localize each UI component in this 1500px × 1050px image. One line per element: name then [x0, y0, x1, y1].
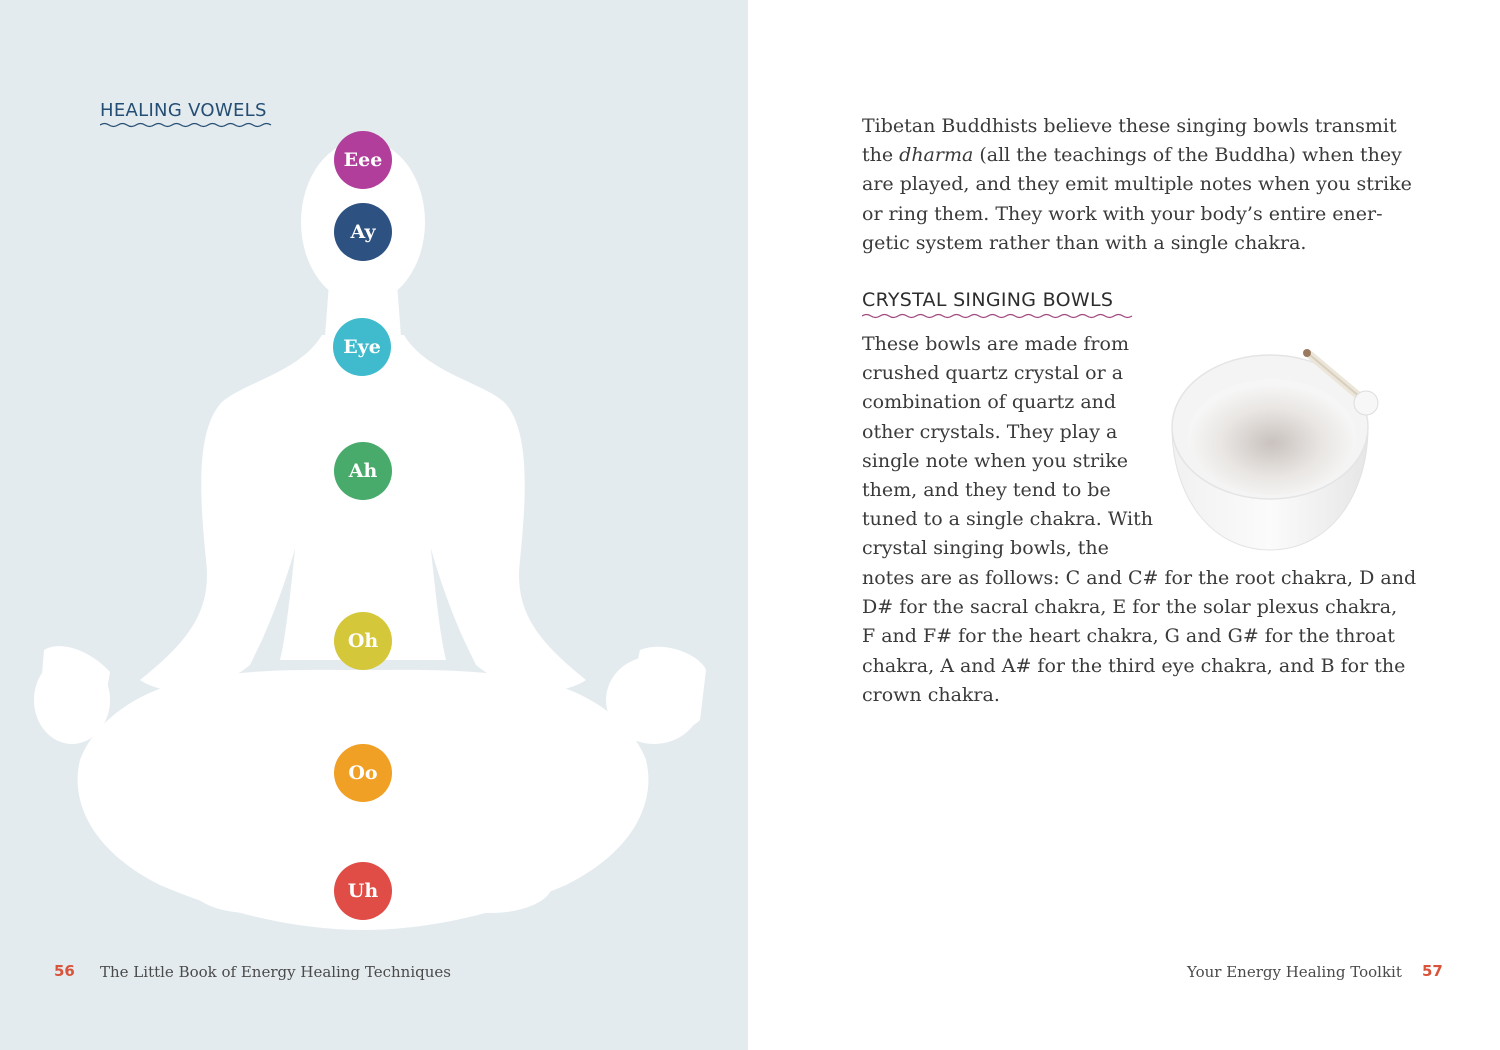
- left-page: [0, 0, 748, 1050]
- text-segment: the: [862, 144, 900, 167]
- text-line: D# for the sacral chakra, E for the solar plexus chakra,: [862, 596, 1398, 619]
- left-footer-book-title: The Little Book of Energy Healing Techniques: [100, 963, 451, 981]
- text-line: Tibetan Buddhists believe these singing bowls transmit: [862, 115, 1397, 137]
- text-line: chakra, A and A# for the third eye chakra, and B for the: [862, 654, 1406, 677]
- text-line: single note when you strike: [862, 449, 1128, 472]
- text-line: [862, 141, 1402, 170]
- right-footer-section-title: Your Energy Healing Toolkit: [1187, 963, 1402, 981]
- text-line: are played, and they emit multiple notes when you strike: [862, 173, 1412, 196]
- heading-wave-underline: [862, 312, 1138, 320]
- text-line: or ring them. They work with your body’s entire ener-: [862, 202, 1383, 225]
- right-page-number: 57: [1422, 962, 1443, 980]
- text-line: tuned to a single chakra. With: [862, 508, 1153, 531]
- bowls-paragraph-notes: [862, 564, 1417, 710]
- vowel-ay-circle: Ay: [334, 203, 392, 261]
- vowel-ah-circle: Ah: [334, 442, 392, 500]
- healing-vowels-heading: HEALING VOWELS: [100, 100, 267, 121]
- vowel-eye-circle: Eye: [333, 318, 391, 376]
- crystal-singing-bowl-image: [1160, 345, 1380, 560]
- text-line: These bowls are made from: [862, 333, 1129, 355]
- text-line: crushed quartz crystal or a: [862, 362, 1124, 385]
- vowel-oh-circle: Oh: [334, 612, 392, 670]
- text-line: crown chakra.: [862, 683, 1000, 706]
- dharma-italic: dharma: [899, 144, 974, 167]
- heading-wave-underline: [100, 121, 274, 129]
- intro-paragraph: [862, 112, 1412, 258]
- text-line: other crystals. They play a: [862, 420, 1118, 443]
- vowel-oo-circle: Oo: [334, 744, 392, 802]
- bowls-paragraph-wrapped: [862, 330, 1162, 564]
- text-line: combination of quartz and: [862, 391, 1117, 414]
- text-line: them, and they tend to be: [862, 479, 1111, 502]
- text-line: F and F# for the heart chakra, G and G# for the throat: [862, 625, 1395, 648]
- text-segment: (all the teachings of the Buddha) when they: [973, 144, 1402, 167]
- crystal-singing-bowls-heading: CRYSTAL SINGING BOWLS: [862, 289, 1114, 311]
- vowel-eee-circle: Eee: [334, 131, 392, 189]
- text-line: crystal singing bowls, the: [862, 537, 1109, 560]
- text-line: getic system rather than with a single chakra.: [862, 231, 1307, 254]
- left-page-number: 56: [54, 962, 75, 980]
- text-line: notes are as follows: C and C# for the root chakra, D and: [862, 567, 1417, 589]
- vowel-uh-circle: Uh: [334, 862, 392, 920]
